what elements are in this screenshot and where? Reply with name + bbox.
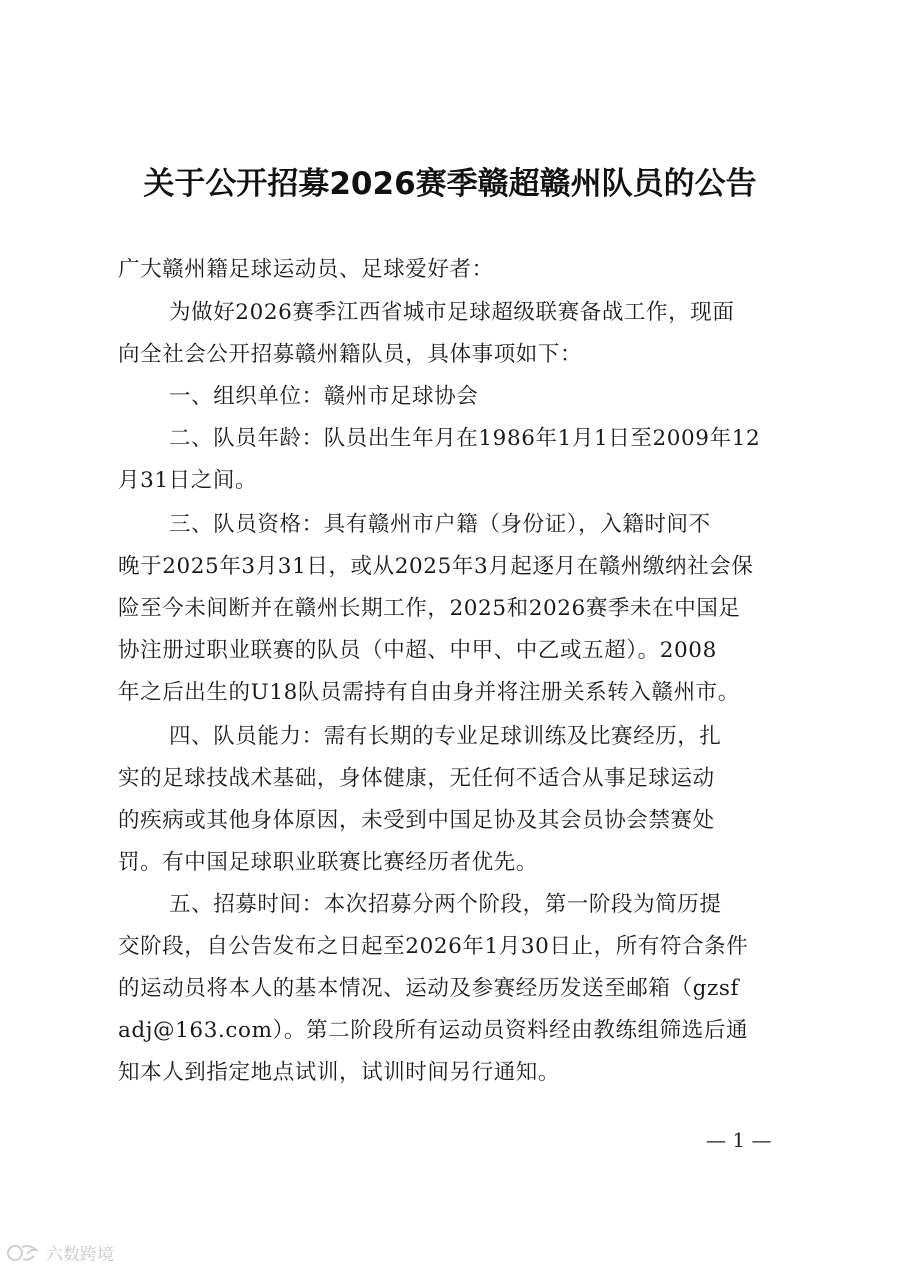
paragraph-line: 五、招募时间：本次招募分两个阶段，第一阶段为简历提	[169, 892, 722, 917]
logo-icon	[6, 1242, 40, 1264]
paragraph-line: 月31日之间。	[118, 468, 258, 493]
paragraph-line: adj@163.com）。第二阶段所有运动员资料经由教练组筛选后通	[118, 1018, 749, 1043]
paragraph-line: 险至今未间断并在赣州长期工作，2025和2026赛季未在中国足	[118, 596, 741, 621]
paragraph-line: 三、队员资格：具有赣州市户籍（身份证），入籍时间不	[169, 512, 711, 537]
document-title: 关于公开招募2026赛季赣超赣州队员的公告	[143, 166, 757, 202]
paragraph-line: 的疾病或其他身体原因，未受到中国足协及其会员协会禁赛处	[118, 808, 715, 833]
paragraph-line: 交阶段，自公告发布之日起至2026年1月30日止，所有符合条件	[118, 934, 749, 959]
paragraph-line: 年之后出生的U18队员需持有自由身并将注册关系转入赣州市。	[118, 680, 740, 705]
watermark-text: 六数跨境	[46, 1245, 114, 1265]
paragraph-line: 为做好2026赛季江西省城市足球超级联赛备战工作，现面	[169, 300, 735, 325]
paragraph-line: 协注册过职业联赛的队员（中超、中甲、中乙或五超）。2008	[118, 638, 717, 663]
paragraph-line: 知本人到指定地点试训，试训时间另行通知。	[118, 1060, 561, 1085]
paragraph-line: 向全社会公开招募赣州籍队员，具体事项如下：	[118, 342, 583, 367]
paragraph-line: 晚于2025年3月31日，或从2025年3月起逐月在赣州缴纳社会保	[118, 554, 754, 579]
watermark	[6, 1240, 114, 1265]
page-number: — 1 —	[706, 1128, 772, 1152]
paragraph-line: 的运动员将本人的基本情况、运动及参赛经历发送至邮箱（gzsf	[118, 976, 740, 1001]
paragraph-line: 四、队员能力：需有长期的专业足球训练及比赛经历，扎	[169, 724, 722, 749]
paragraph-line: 一、组织单位：赣州市足球协会	[169, 384, 479, 409]
paragraph-line: 实的足球技战术基础，身体健康，无任何不适合从事足球运动	[118, 766, 715, 791]
paragraph-line: 二、队员年龄：队员出生年月在1986年1月1日至2009年12	[169, 426, 761, 451]
paragraph-line: 罚。有中国足球职业联赛比赛经历者优先。	[118, 850, 538, 875]
salutation-line: 广大赣州籍足球运动员、足球爱好者：	[118, 257, 494, 282]
